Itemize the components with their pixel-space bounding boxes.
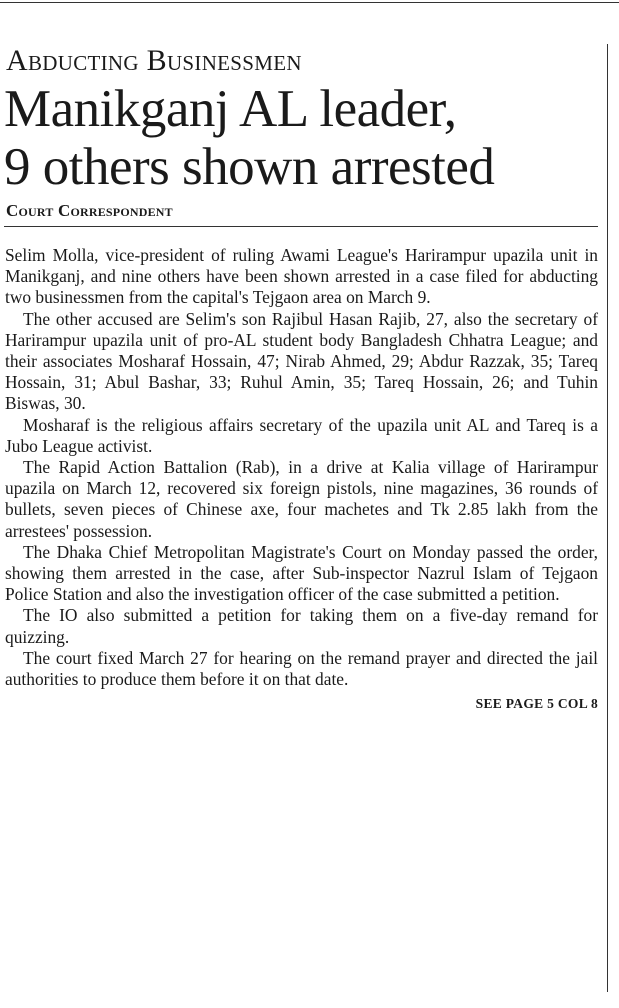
headline-line-2: 9 others shown arrested [4, 138, 495, 196]
column-rule [607, 44, 608, 992]
paragraph: The IO also submitted a petition for taking them on a five-day remand for quizzing. [5, 605, 598, 647]
top-rule [0, 2, 619, 3]
continuation-note: SEE PAGE 5 COL 8 [475, 696, 598, 712]
article-body [4, 245, 598, 690]
byline-rule [4, 226, 598, 227]
paragraph: The Dhaka Chief Metropolitan Magistrate's Court on Monday passed the order, showing them arrested in the case, after Sub-inspector Nazrul Islam of Tejgaon Police Station and also the investigation officer of the case submitted a petition. [5, 541, 598, 605]
paragraph: The other accused are Selim's son Rajibul Hasan Rajib, 27, also the secretary of Harirampur upazila unit of pro-AL student body Bangladesh Chhatra League; and their associates Mosharaf Hossain, 47; Nirab Ahmed, 29; Abdur Razzak, 35; Tareq Hossain, 31; Abul Bashar, 33; Ruhul Amin, 35; Tareq Hossain, 26; and Tuhin Biswas, 30. [5, 308, 598, 414]
paragraph: The Rapid Action Battalion (Rab), in a drive at Kalia village of Harirampur upazila on March 12, recovered six foreign pistols, nine magazines, 36 rounds of bullets, seven pieces of Chinese axe, four machetes and Tk 2.85 lakh from the arrestees' possession. [5, 457, 598, 541]
paragraph: Selim Molla, vice-president of ruling Awami League's Harirampur upazila unit in Manikganj, and nine others have been shown arrested in a case filed for abducting two businessmen from the capital's Tejgaon area on March 9. [5, 245, 598, 308]
paragraph: The court fixed March 27 for hearing on the remand prayer and directed the jail authorities to produce them before it on that date. [5, 647, 598, 690]
paragraph: Mosharaf is the religious affairs secretary of the upazila unit AL and Tareq is a Jubo League activist. [5, 414, 598, 456]
kicker: Abducting Businessmen [6, 44, 302, 77]
byline: Court Correspondent [6, 201, 173, 220]
news-article [4, 44, 598, 712]
headline [4, 80, 598, 196]
headline-line-1: Manikganj AL leader, [4, 80, 457, 138]
